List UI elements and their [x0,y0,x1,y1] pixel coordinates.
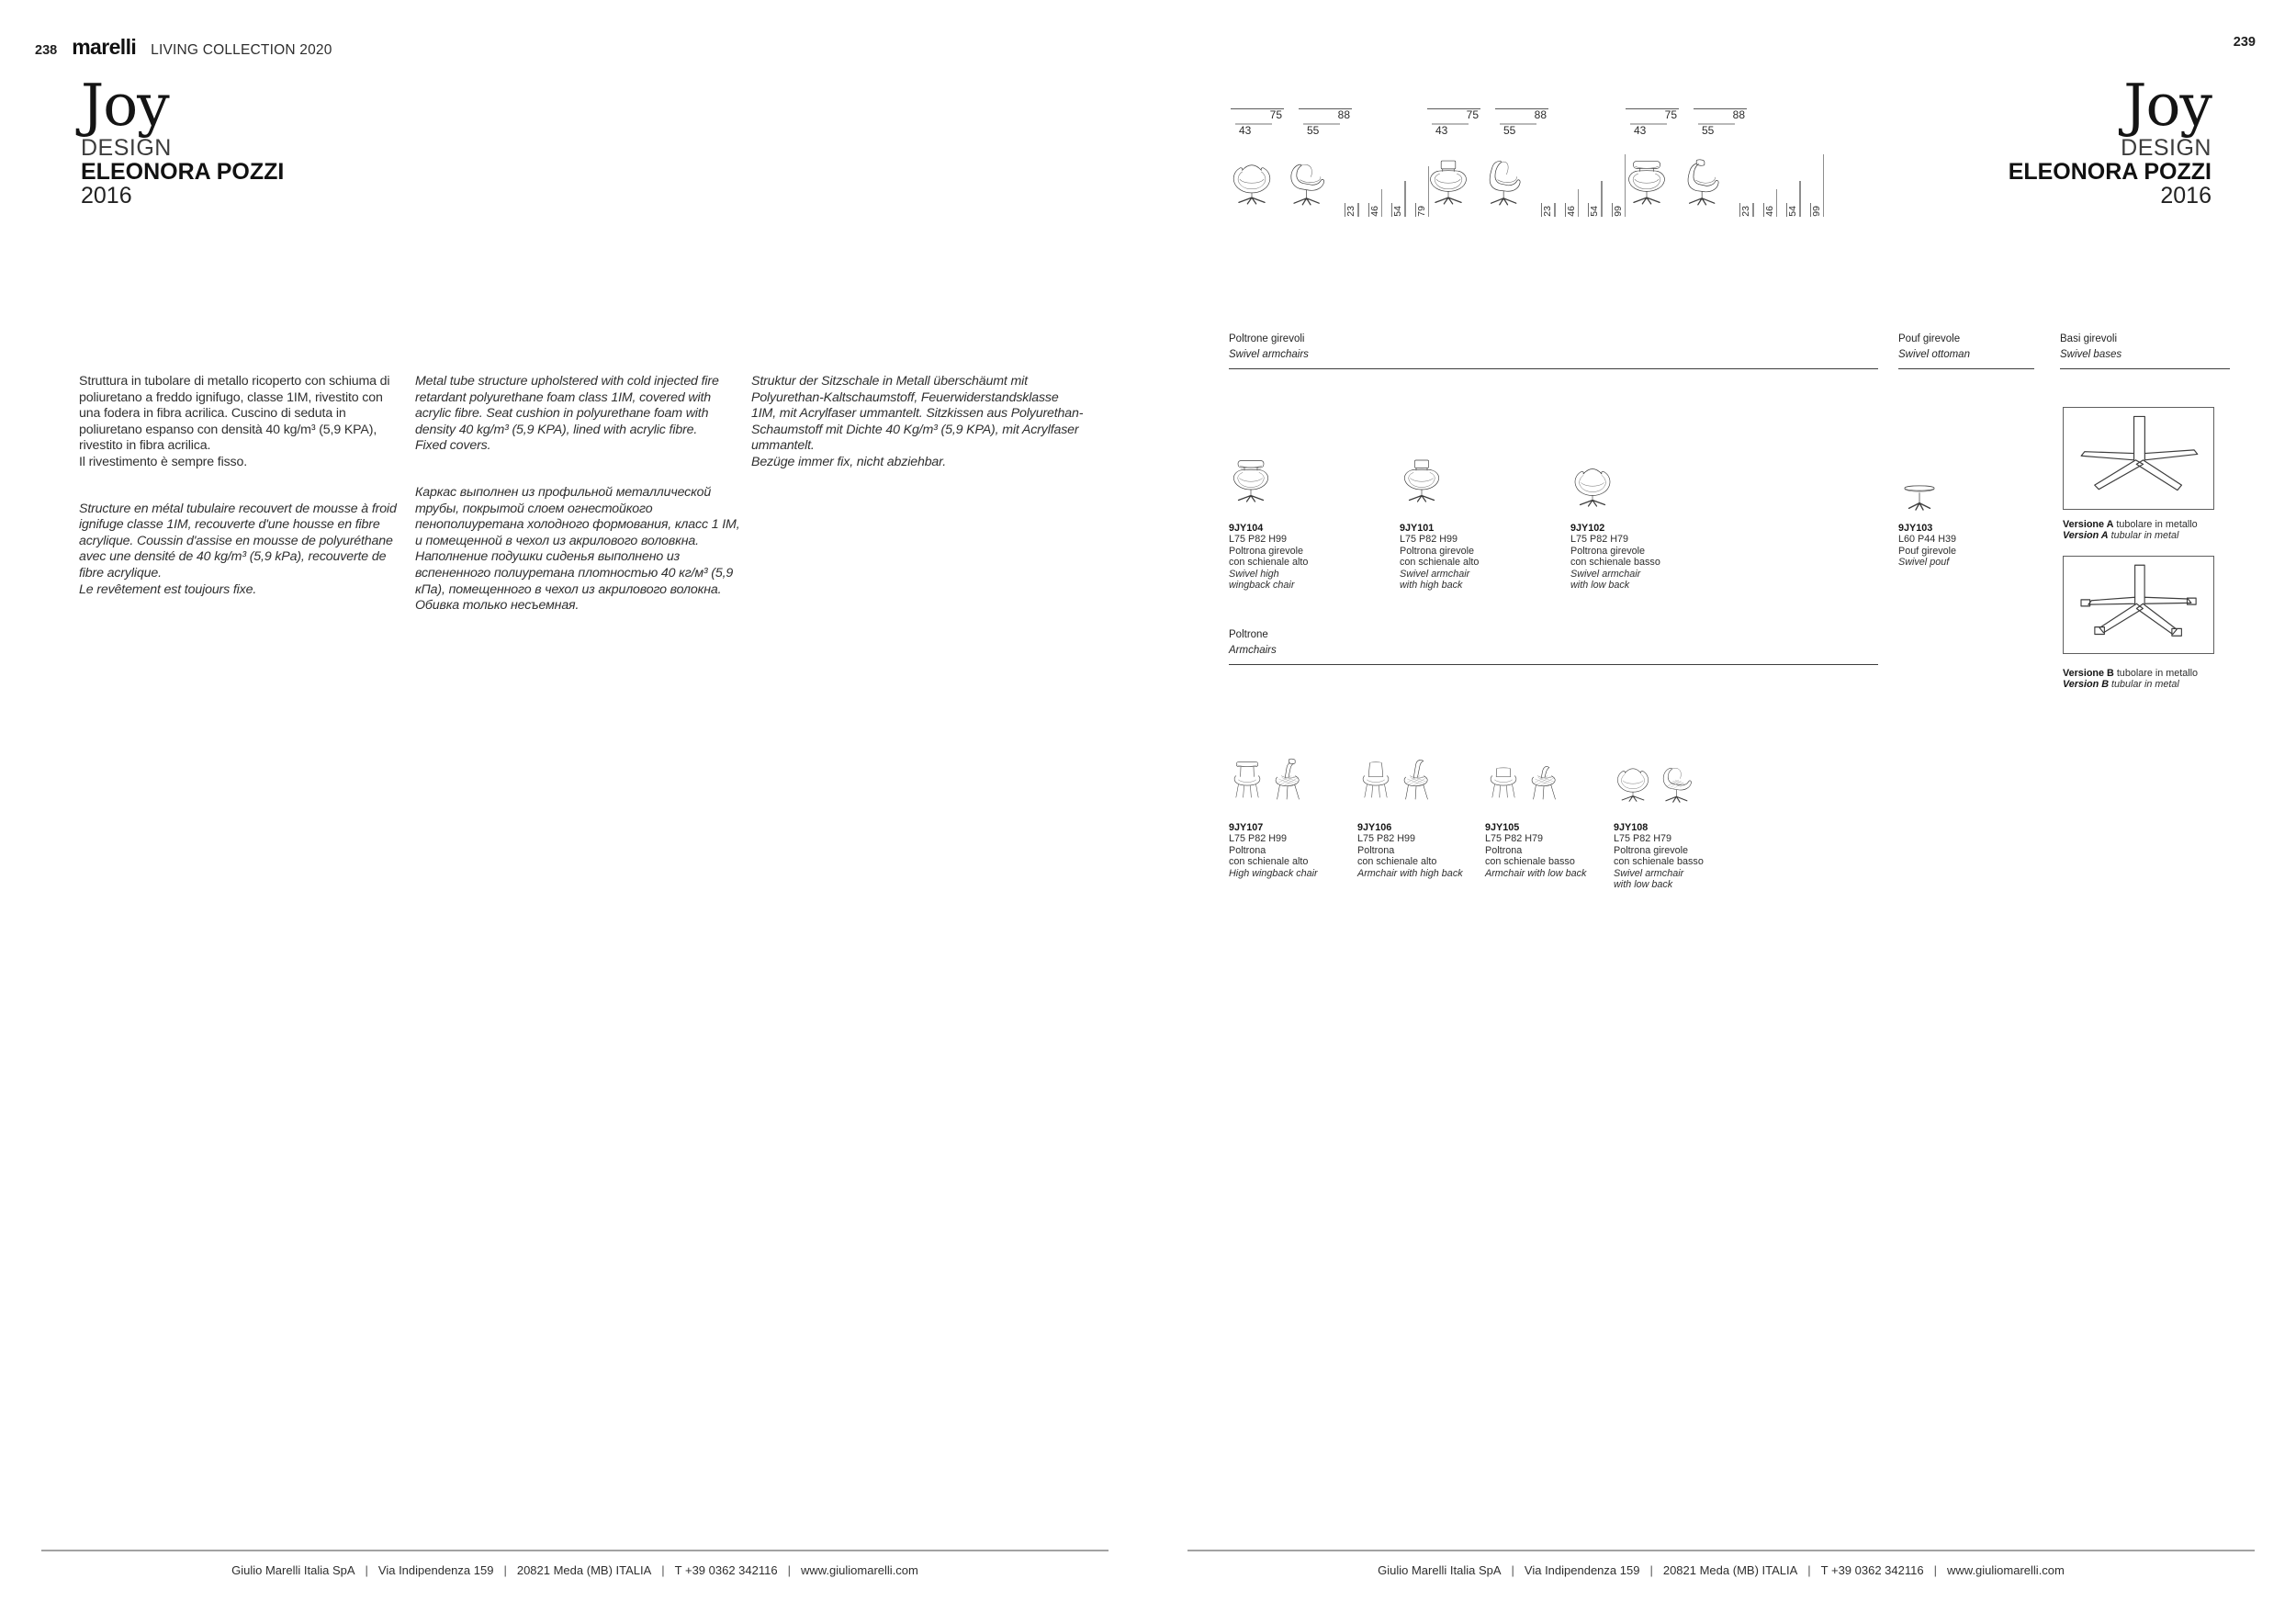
product-desc-it: con schienale basso [1614,856,1704,868]
base-caption-italian [2063,519,2256,530]
height-dimension [1810,154,1825,217]
product-code: 9JY107 [1229,822,1264,833]
dimension-value: 43 [1634,124,1647,137]
height-dimension [1541,203,1556,217]
design-year: 2016 [81,183,132,209]
side-depth-dimension [1495,108,1548,137]
four-star-base-square-tube-drawing [2067,560,2211,650]
dimension-line [1404,181,1406,217]
product-9JY105 [1485,740,1593,879]
footer-separator: | [1933,1563,1937,1577]
high-back-armchair-side-drawing [1397,744,1437,816]
product-figure [1614,740,1722,816]
dimension-value: 88 [1337,108,1350,121]
section-title-italian: Basi girevoli [2060,333,2117,344]
product-desc-en: with low back [1614,879,1673,891]
width-depth-dimensions [1427,108,1626,137]
section-swivel-ottoman [1898,332,2034,369]
height-dimension [1763,189,1778,217]
product-figure [1229,445,1337,516]
product-desc-en: High wingback chair [1229,867,1318,879]
base-version-desc: tubolare in metallo [2116,519,2198,530]
base-version-name: Version B [2063,679,2109,691]
product-size: L75 P82 H79 [1485,833,1544,845]
product-size: L75 P82 H79 [1570,534,1629,546]
footer-address: Via Indipendenza 159 [1524,1563,1640,1577]
dimension-value: 54 [1392,206,1403,217]
height-dimension [1565,189,1580,217]
height-dimension [1368,189,1383,217]
dimension-value: 55 [1503,124,1516,137]
base-version-name: Version A [2063,530,2109,542]
dimension-value: 23 [1542,206,1553,217]
front-width-dimension [1626,108,1679,137]
footer-rule-left [41,1550,1109,1551]
section-title-english: Swivel bases [2060,349,2122,360]
product-desc-en: Armchair with high back [1357,867,1463,879]
footer-right [1187,1563,2255,1577]
collection-title: Joy [2123,72,2212,139]
section-rule [2060,368,2230,369]
section-rule [1229,664,1878,665]
product-figure [1485,740,1593,816]
height-dimensions [1541,154,1626,220]
base-caption-english [2063,679,2256,690]
dimension-value: 46 [1565,206,1577,217]
front-width-dimension [1231,108,1284,137]
product-code: 9JY103 [1898,523,1933,534]
height-dimensions [1345,166,1429,220]
description-english-note: Fixed covers. [415,438,491,454]
base-version-desc: tubolare in metallo [2116,668,2199,679]
designer-name: ELEONORA POZZI [81,159,285,185]
height-dimension [1739,203,1754,217]
dimension-line [1776,189,1778,217]
low-back-swivel-chair-side-drawing [1655,751,1695,816]
dimension-value: 79 [1415,206,1427,217]
product-code: 9JY101 [1400,523,1435,534]
dimension-line [1601,181,1603,217]
width-depth-dimensions [1231,108,1429,137]
dimension-line [1578,189,1580,217]
footer-rule-right [1187,1550,2255,1551]
section-title-italian: Poltrone [1229,629,1268,640]
description-column-3 [751,374,1084,471]
product-code: 9JY102 [1570,523,1605,534]
base-version-b-caption [2063,668,2256,691]
description-italian-body: Struttura in tubolare di metallo ricoperto con schiuma di poliuretano a freddo ignifugo, classe 1IM, rivestito con una fodera in fibra acrilica. Cuscino di seduta in poliuretano espanso con densità 40 kg/m³ (5,9 KPA), rivestito in fibra acrilica. [79,374,390,454]
footer-separator: | [1649,1563,1653,1577]
section-title-italian: Pouf girevole [1898,333,1961,344]
product-9JY101 [1400,445,1508,591]
product-desc-it: Poltrona girevole [1400,545,1475,557]
height-dimension [1786,181,1801,217]
collection-label: LIVING COLLECTION 2020 [151,42,332,58]
dimension-value: 75 [1269,108,1282,121]
footer-separator: | [1511,1563,1514,1577]
design-year: 2016 [2160,183,2212,209]
product-size: L60 P44 H39 [1898,534,1957,546]
product-figure [1229,740,1337,816]
product-desc-it: Poltrona [1485,844,1523,856]
height-dimension [1345,203,1359,217]
designer-name: ELEONORA POZZI [2008,159,2212,185]
product-desc-en: Armchair with low back [1485,867,1587,879]
low-back-armchair-front-drawing [1485,744,1522,816]
dimension-value: 46 [1763,206,1775,217]
footer-separator: | [503,1563,507,1577]
dimension-value: 54 [1787,206,1798,217]
description-italian [79,374,406,471]
product-desc-en: Swivel high [1229,568,1279,580]
description-russian-body: Каркас выполнен из профильной металлической трубы, покрытой слоем огнестойкого пенополиуретана холодного формования, класс 1 IM, и помещенной в чехол из акрилового воловкна. Наполнение подушки сиденья выполнено из вспененного полиуретана плотностью 40 кг/м³ (5,9 кПа), помещенного в чехол из акрилового волокна. [415,484,740,597]
product-code: 9JY105 [1485,822,1520,833]
product-size: L75 P82 H99 [1229,833,1288,845]
footer-city: 20821 Meda (MB) ITALIA [1662,1563,1798,1577]
description-french [79,502,406,599]
design-label: DESIGN [2121,135,2212,161]
product-9JY102 [1570,445,1679,591]
high-wingback-chair-side-drawing [1268,744,1309,816]
product-desc-it: con schienale basso [1570,557,1660,569]
wingback-swivel-chair-front-drawing [1624,146,1670,220]
description-column-2 [415,374,742,615]
section-swivel-bases [2060,332,2230,369]
base-version-desc: tubular in metal [2110,530,2179,542]
high-back-swivel-chair-drawing [1400,446,1444,516]
footer-company: Giulio Marelli Italia SpA [231,1563,355,1577]
description-german-body: Struktur der Sitzschale in Metall überschäumt mit Polyurethan-Kaltschaumstoff, Feuerwiderstandsklasse 1IM, mit Acrylfaser ummantelt. Sitzkissen aus Polyurethan-Schaumstoff mit Dichte 40 Kg/m³ (5,9 KPA), mit Acrylfaser ummantelt. [751,374,1084,454]
base-version-desc: tubular in metal [2111,679,2179,691]
description-german [751,374,1084,471]
title-block-left [81,72,285,209]
low-back-swivel-chair-side-drawing [1281,146,1329,220]
width-depth-dimensions [1626,108,1824,137]
product-size: L75 P82 H99 [1229,534,1288,546]
high-back-swivel-chair-front-drawing [1425,146,1471,220]
product-desc-it: Poltrona girevole [1614,844,1689,856]
low-back-swivel-chair-front-drawing [1614,751,1652,816]
footer-phone: T +39 0362 342116 [1820,1563,1924,1577]
side-depth-dimension [1694,108,1747,137]
footer-separator: | [787,1563,791,1577]
product-desc-en: with high back [1400,580,1463,592]
base-caption-english [2063,530,2256,541]
product-desc-en: with low back [1570,580,1630,592]
page-number-right: 239 [2233,35,2256,50]
high-back-armchair-front-drawing [1357,744,1394,816]
dimension-value: 75 [1664,108,1677,121]
dimension-value: 88 [1732,108,1745,121]
footer-website[interactable]: www.giuliomarelli.com [1947,1563,2065,1577]
section-title-italian: Poltrone girevoli [1229,333,1305,344]
description-english [415,374,742,455]
high-back-swivel-chair-side-drawing [1478,146,1525,220]
product-desc-it: con schienale alto [1400,557,1480,569]
title-block-right [2008,72,2212,209]
page-header-left [35,35,332,60]
description-italian-note: Il rivestimento è sempre fisso. [79,454,248,469]
product-size: L75 P82 H79 [1614,833,1672,845]
dimension-value: 43 [1435,124,1448,137]
product-size: L75 P82 H99 [1357,833,1416,845]
product-size: L75 P82 H99 [1400,534,1458,546]
footer-city: 20821 Meda (MB) ITALIA [516,1563,652,1577]
description-russian-note: Обивка только несъемная. [415,598,580,614]
dimension-line [1799,181,1801,217]
wingback-swivel-chair-drawing [1229,446,1273,516]
footer-separator: | [661,1563,665,1577]
product-figure [1898,445,2007,516]
brand-logo: marelli [72,35,137,59]
base-version-b-figure [2063,556,2214,654]
product-figure [1400,445,1508,516]
product-9JY103 [1898,445,2007,569]
product-desc-en: Swivel armchair [1614,867,1684,879]
base-caption-italian [2063,668,2256,679]
footer-website[interactable]: www.giuliomarelli.com [801,1563,918,1577]
product-desc-it: con schienale alto [1229,856,1309,868]
dimension-value: 99 [1612,206,1624,217]
description-russian [415,485,742,615]
product-9JY106 [1357,740,1466,879]
product-desc-it: Poltrona girevole [1570,545,1646,557]
dimension-value: 54 [1589,206,1600,217]
product-desc-it: con schienale alto [1357,856,1437,868]
base-version-name: Versione A [2063,519,2114,530]
section-title-english: Swivel ottoman [1898,349,1970,360]
dimension-line [1554,203,1556,217]
base-version-a-figure [2063,407,2214,510]
product-code: 9JY106 [1357,822,1392,833]
design-label: DESIGN [81,135,172,161]
dimension-value: 23 [1345,206,1356,217]
product-desc-it: Poltrona [1229,844,1266,856]
description-column-1 [79,374,406,598]
product-desc-en: wingback chair [1229,580,1295,592]
description-french-note: Le revêtement est toujours fixe. [79,581,257,597]
footer-separator: | [1807,1563,1811,1577]
page-header-right [2234,35,2256,50]
dimension-value: 99 [1810,206,1822,217]
base-version-a-caption [2063,519,2256,542]
footer-company: Giulio Marelli Italia SpA [1378,1563,1502,1577]
product-desc-it: Poltrona girevole [1229,545,1304,557]
product-desc-it: Poltrona [1357,844,1395,856]
section-rule [1898,368,2034,369]
side-depth-dimension [1299,108,1352,137]
high-wingback-chair-front-drawing [1229,744,1266,816]
dimension-group-high-back [1425,108,1626,220]
dimension-line [1381,189,1383,217]
footer-separator: | [365,1563,368,1577]
dimension-group-wingback [1624,108,1824,220]
height-dimensions [1739,154,1824,220]
product-9JY104 [1229,445,1337,591]
four-star-base-round-tube-drawing [2067,412,2211,505]
dimension-value: 55 [1307,124,1320,137]
product-figure [1570,445,1679,516]
dimension-line [1823,154,1825,217]
height-dimension [1391,181,1406,217]
low-back-swivel-chair-drawing [1570,456,1615,516]
description-french-body: Structure en métal tubulaire recouvert de mousse à froid ignifuge classe 1IM, recouverte d'une housse en fibre acrylique. Coussin d'assise en mousse de polyuréthane avec une densité de 40 kg/m³ (5,9 kPa), recouverte de fibre acrylique. [79,501,397,581]
low-back-swivel-chair-front-drawing [1229,146,1275,220]
wingback-swivel-chair-side-drawing [1676,146,1724,220]
low-back-armchair-side-drawing [1525,744,1565,816]
product-desc-it: con schienale alto [1229,557,1309,569]
front-width-dimension [1427,108,1480,137]
product-desc-en: Swivel armchair [1400,568,1470,580]
footer-left [41,1563,1109,1577]
dimension-line [1357,203,1359,217]
dimension-value: 88 [1534,108,1547,121]
page-number-left: 238 [35,43,58,58]
section-title-english: Swivel armchairs [1229,349,1309,360]
dimension-line [1752,203,1754,217]
dimension-value: 55 [1702,124,1715,137]
product-9JY108 [1614,740,1722,890]
swivel-pouf-drawing [1898,481,1941,516]
product-figure [1357,740,1466,816]
base-version-name: Versione B [2063,668,2114,679]
footer-address: Via Indipendenza 159 [377,1563,494,1577]
dimension-value: 23 [1740,206,1751,217]
product-desc-en: Swivel pouf [1898,557,1950,569]
section-rule [1229,368,1878,369]
dimension-value: 75 [1466,108,1479,121]
product-code: 9JY108 [1614,822,1649,833]
product-desc-en: Swivel armchair [1570,568,1641,580]
description-english-body: Metal tube structure upholstered with cold injected fire retardant polyurethane foam class 1IM, covered with acrylic fibre. Seat cushion in polyurethane foam with density 40 kg/m³ (5,9 KPA), lined with acrylic fibre. [415,374,719,437]
product-desc-it: con schienale basso [1485,856,1575,868]
product-9JY107 [1229,740,1337,879]
product-desc-it: Pouf girevole [1898,545,1957,557]
dimension-group-low-back [1229,108,1429,220]
product-code: 9JY104 [1229,523,1264,534]
section-armchairs [1229,627,1878,665]
collection-title: Joy [81,72,169,139]
height-dimension [1588,181,1603,217]
section-swivel-armchairs [1229,332,1878,369]
dimension-value: 46 [1368,206,1380,217]
description-german-note: Bezüge immer fix, nicht abziehbar. [751,454,947,469]
section-title-english: Armchairs [1229,645,1277,656]
footer-phone: T +39 0362 342116 [674,1563,778,1577]
dimension-value: 43 [1239,124,1252,137]
